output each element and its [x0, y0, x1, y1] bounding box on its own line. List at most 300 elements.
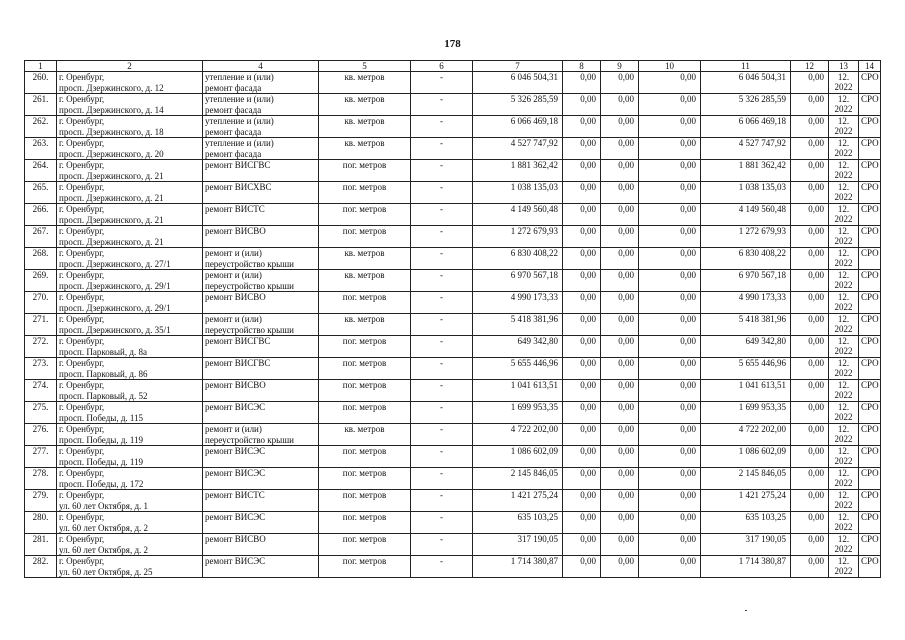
table-row — [25, 270, 881, 292]
deadline-cell — [829, 336, 859, 358]
volume-cell — [411, 556, 473, 578]
volume-cell — [411, 468, 473, 490]
row-number-line: 279. — [32, 490, 49, 500]
table-row — [25, 248, 881, 270]
volume-cell-line: - — [440, 94, 443, 104]
table-row — [25, 424, 881, 446]
fund-cell-line: 0,00 — [680, 358, 696, 368]
work-type-cell — [203, 94, 319, 116]
fund-cell-line: 0,00 — [808, 358, 824, 368]
unit-cell — [319, 380, 411, 402]
deadline-cell-line: 2022 — [834, 192, 853, 202]
deadline-cell-line: 12. — [837, 336, 850, 346]
fund-cell-line: 0,00 — [680, 292, 696, 302]
row-number — [25, 160, 57, 182]
unit-cell — [319, 314, 411, 336]
fund-cell — [563, 358, 601, 380]
fund-cell-line: 0,00 — [580, 204, 596, 214]
deadline-cell — [829, 116, 859, 138]
fund-cell — [601, 380, 639, 402]
fund-cell — [563, 556, 601, 578]
address-cell-line: просп. Парковый, д. 86 — [59, 368, 148, 379]
fund-cell — [563, 204, 601, 226]
fund-cell-line: 0,00 — [808, 314, 824, 324]
deadline-cell-line: 2022 — [834, 434, 853, 444]
row-number — [25, 94, 57, 116]
col-header: 14 — [859, 61, 881, 72]
fund-cell — [639, 204, 701, 226]
address-cell-line: просп. Дзержинского, д. 21 — [59, 236, 164, 247]
row-number-line: 281. — [32, 534, 49, 544]
row-number — [25, 270, 57, 292]
deadline-cell-line: 2022 — [834, 456, 853, 466]
owner-funds-cell-line: 5 326 285,59 — [738, 94, 786, 104]
fund-cell-line: 0,00 — [580, 292, 596, 302]
unit-cell — [319, 402, 411, 424]
owner-funds-cell — [701, 72, 791, 94]
deadline-cell-line: 2022 — [834, 522, 853, 532]
volume-cell — [411, 160, 473, 182]
source-cell — [859, 226, 881, 248]
fund-cell — [601, 314, 639, 336]
source-cell-line: СРО — [861, 94, 879, 104]
col-header: 13 — [829, 61, 859, 72]
work-type-cell — [203, 138, 319, 160]
work-type-cell-line: утепление и (или) — [205, 94, 274, 104]
deadline-cell-line: 12. — [837, 468, 850, 478]
total-cost-cell-line: 5 326 285,59 — [510, 94, 558, 104]
table-row — [25, 138, 881, 160]
deadline-cell-line: 12. — [837, 446, 850, 456]
row-number-line: 265. — [32, 182, 49, 192]
total-cost-cell — [473, 534, 563, 556]
address-cell-line: г. Оренбург, — [59, 556, 105, 566]
fund-cell — [791, 160, 829, 182]
fund-cell-line: 0,00 — [618, 94, 634, 104]
fund-cell — [791, 116, 829, 138]
address-cell-line: г. Оренбург, — [59, 270, 105, 280]
fund-cell-line: 0,00 — [680, 270, 696, 280]
fund-cell-line: 0,00 — [580, 512, 596, 522]
deadline-cell — [829, 248, 859, 270]
fund-cell-line: 0,00 — [680, 490, 696, 500]
deadline-cell — [829, 380, 859, 402]
volume-cell — [411, 182, 473, 204]
total-cost-cell-line: 4 149 560,48 — [510, 204, 558, 214]
fund-cell-line: 0,00 — [680, 468, 696, 478]
total-cost-cell-line: 1 041 613,51 — [510, 380, 558, 390]
address-cell — [57, 204, 203, 226]
fund-cell-line: 0,00 — [618, 556, 634, 566]
fund-cell-line: 0,00 — [618, 490, 634, 500]
address-cell-line: г. Оренбург, — [59, 116, 105, 126]
fund-cell-line: 0,00 — [580, 336, 596, 346]
deadline-cell-line: 12. — [837, 314, 850, 324]
owner-funds-cell-line: 6 970 567,18 — [738, 270, 786, 280]
unit-cell — [319, 138, 411, 160]
deadline-cell-line: 2022 — [834, 214, 853, 224]
source-cell-line: СРО — [861, 468, 879, 478]
unit-cell — [319, 204, 411, 226]
source-cell — [859, 556, 881, 578]
work-type-cell — [203, 490, 319, 512]
fund-cell — [639, 292, 701, 314]
fund-cell-line: 0,00 — [618, 204, 634, 214]
total-cost-cell — [473, 402, 563, 424]
work-type-cell-line: утепление и (или) — [205, 116, 274, 126]
work-type-cell-line: ремонт фасада — [205, 82, 262, 93]
table-row — [25, 182, 881, 204]
fund-cell-line: 0,00 — [680, 512, 696, 522]
address-cell-line: г. Оренбург, — [59, 160, 105, 170]
work-type-cell-line: ремонт фасада — [205, 104, 262, 115]
volume-cell — [411, 116, 473, 138]
owner-funds-cell-line: 6 066 469,18 — [738, 116, 786, 126]
fund-cell — [563, 468, 601, 490]
fund-cell — [563, 270, 601, 292]
volume-cell — [411, 424, 473, 446]
volume-cell-line: - — [440, 270, 443, 280]
total-cost-cell — [473, 292, 563, 314]
fund-cell — [791, 94, 829, 116]
unit-cell-line: пог. метров — [342, 534, 387, 544]
address-cell-line: просп. Дзержинского, д. 21 — [59, 214, 164, 225]
address-cell — [57, 292, 203, 314]
owner-funds-cell — [701, 182, 791, 204]
source-cell — [859, 468, 881, 490]
fund-cell-line: 0,00 — [680, 402, 696, 412]
row-number-line: 278. — [32, 468, 49, 478]
address-cell-line: просп. Парковый, д. 52 — [59, 390, 148, 401]
volume-cell — [411, 204, 473, 226]
fund-cell — [563, 314, 601, 336]
total-cost-cell — [473, 182, 563, 204]
source-cell-line: СРО — [861, 446, 879, 456]
deadline-cell-line: 2022 — [834, 82, 853, 92]
fund-cell — [601, 490, 639, 512]
row-number — [25, 446, 57, 468]
address-cell-line: просп. Дзержинского, д. 29/1 — [59, 280, 171, 291]
row-number — [25, 72, 57, 94]
work-type-cell-line: ремонт ВИСГВС — [205, 336, 271, 346]
work-type-cell-line: переустройство крыши — [205, 434, 294, 445]
total-cost-cell — [473, 270, 563, 292]
volume-cell-line: - — [440, 248, 443, 258]
source-cell-line: СРО — [861, 292, 879, 302]
deadline-cell — [829, 226, 859, 248]
fund-cell — [563, 226, 601, 248]
deadline-cell-line: 2022 — [834, 390, 853, 400]
deadline-cell-line: 12. — [837, 270, 850, 280]
address-cell — [57, 138, 203, 160]
fund-cell — [601, 270, 639, 292]
row-number — [25, 380, 57, 402]
fund-cell — [563, 424, 601, 446]
col-header: 2 — [57, 61, 203, 72]
owner-funds-cell — [701, 490, 791, 512]
deadline-cell-line: 12. — [837, 556, 850, 566]
fund-cell-line: 0,00 — [618, 402, 634, 412]
work-type-cell-line: ремонт фасада — [205, 126, 262, 137]
source-cell — [859, 490, 881, 512]
work-type-cell-line: ремонт фасада — [205, 148, 262, 159]
fund-cell — [601, 160, 639, 182]
table-row — [25, 534, 881, 556]
address-cell-line: ул. 60 лет Октября, д. 2 — [59, 522, 149, 533]
fund-cell — [791, 182, 829, 204]
row-number — [25, 358, 57, 380]
fund-cell-line: 0,00 — [580, 248, 596, 258]
source-cell — [859, 116, 881, 138]
deadline-cell — [829, 534, 859, 556]
volume-cell-line: - — [440, 138, 443, 148]
unit-cell-line: пог. метров — [342, 380, 387, 390]
total-cost-cell-line: 1 421 275,24 — [510, 490, 558, 500]
col-header: 10 — [639, 61, 701, 72]
fund-cell — [791, 534, 829, 556]
fund-cell-line: 0,00 — [580, 556, 596, 566]
deadline-cell — [829, 94, 859, 116]
volume-cell-line: - — [440, 336, 443, 346]
fund-cell — [563, 380, 601, 402]
address-cell — [57, 424, 203, 446]
deadline-cell — [829, 468, 859, 490]
row-number — [25, 336, 57, 358]
total-cost-cell-line: 4 527 747,92 — [510, 138, 558, 148]
fund-cell — [791, 446, 829, 468]
work-type-cell — [203, 248, 319, 270]
address-cell — [57, 468, 203, 490]
source-cell — [859, 292, 881, 314]
unit-cell-line: пог. метров — [342, 512, 387, 522]
fund-cell-line: 0,00 — [808, 72, 824, 82]
work-type-cell-line: ремонт ВИСГВС — [205, 358, 271, 368]
address-cell — [57, 226, 203, 248]
deadline-cell-line: 12. — [837, 358, 850, 368]
work-type-cell — [203, 72, 319, 94]
volume-cell — [411, 336, 473, 358]
fund-cell — [791, 314, 829, 336]
address-cell-line: просп. Победы, д. 119 — [59, 434, 144, 445]
address-cell-line: г. Оренбург, — [59, 248, 105, 258]
address-cell-line: г. Оренбург, — [59, 534, 105, 544]
address-cell-line: просп. Дзержинского, д. 18 — [59, 126, 164, 137]
address-cell — [57, 248, 203, 270]
fund-cell-line: 0,00 — [680, 380, 696, 390]
unit-cell — [319, 292, 411, 314]
total-cost-cell — [473, 248, 563, 270]
address-cell — [57, 490, 203, 512]
source-cell — [859, 160, 881, 182]
fund-cell-line: 0,00 — [680, 446, 696, 456]
scan-mark — [745, 610, 747, 611]
owner-funds-cell — [701, 380, 791, 402]
deadline-cell — [829, 512, 859, 534]
address-cell — [57, 182, 203, 204]
unit-cell-line: пог. метров — [342, 204, 387, 214]
table-row — [25, 336, 881, 358]
fund-cell-line: 0,00 — [808, 138, 824, 148]
fund-cell — [601, 446, 639, 468]
address-cell — [57, 556, 203, 578]
fund-cell-line: 0,00 — [808, 446, 824, 456]
owner-funds-cell — [701, 292, 791, 314]
owner-funds-cell — [701, 556, 791, 578]
fund-cell — [639, 182, 701, 204]
volume-cell-line: - — [440, 226, 443, 236]
total-cost-cell-line: 1 881 362,42 — [510, 160, 558, 170]
fund-cell-line: 0,00 — [580, 116, 596, 126]
fund-cell — [563, 446, 601, 468]
fund-cell — [639, 468, 701, 490]
unit-cell-line: кв. метров — [344, 270, 385, 280]
fund-cell-line: 0,00 — [808, 226, 824, 236]
row-number-line: 261. — [32, 94, 49, 104]
fund-cell-line: 0,00 — [580, 226, 596, 236]
row-number — [25, 424, 57, 446]
source-cell-line: СРО — [861, 160, 879, 170]
address-cell-line: г. Оренбург, — [59, 380, 105, 390]
volume-cell — [411, 138, 473, 160]
unit-cell-line: пог. метров — [342, 556, 387, 566]
row-number — [25, 402, 57, 424]
deadline-cell — [829, 490, 859, 512]
volume-cell — [411, 402, 473, 424]
work-type-cell-line: ремонт ВИСВО — [205, 292, 266, 302]
source-cell-line: СРО — [861, 72, 879, 82]
volume-cell — [411, 226, 473, 248]
total-cost-cell-line: 6 066 469,18 — [510, 116, 558, 126]
fund-cell — [791, 556, 829, 578]
fund-cell — [791, 490, 829, 512]
row-number — [25, 314, 57, 336]
source-cell — [859, 402, 881, 424]
total-cost-cell-line: 6 046 504,31 — [510, 72, 558, 82]
unit-cell-line: пог. метров — [342, 336, 387, 346]
address-cell-line: г. Оренбург, — [59, 424, 105, 434]
deadline-cell — [829, 358, 859, 380]
header-row — [25, 61, 881, 72]
fund-cell-line: 0,00 — [808, 402, 824, 412]
address-cell — [57, 72, 203, 94]
unit-cell — [319, 248, 411, 270]
source-cell-line: СРО — [861, 358, 879, 368]
owner-funds-cell — [701, 204, 791, 226]
fund-cell-line: 0,00 — [618, 336, 634, 346]
total-cost-cell-line: 6 830 408,22 — [510, 248, 558, 258]
fund-cell — [639, 402, 701, 424]
fund-cell-line: 0,00 — [680, 116, 696, 126]
col-header: 11 — [701, 61, 791, 72]
work-type-cell-line: переустройство крыши — [205, 280, 294, 291]
table-row — [25, 358, 881, 380]
source-cell-line: СРО — [861, 314, 879, 324]
owner-funds-cell-line: 6 046 504,31 — [738, 72, 786, 82]
volume-cell-line: - — [440, 292, 443, 302]
row-number — [25, 292, 57, 314]
volume-cell — [411, 512, 473, 534]
fund-cell — [791, 468, 829, 490]
total-cost-cell-line: 1 086 602,09 — [510, 446, 558, 456]
work-type-cell — [203, 226, 319, 248]
address-cell-line: просп. Дзержинского, д. 35/1 — [59, 324, 171, 335]
total-cost-cell — [473, 490, 563, 512]
work-type-cell-line: ремонт и (или) — [205, 270, 262, 280]
volume-cell-line: - — [440, 468, 443, 478]
total-cost-cell — [473, 512, 563, 534]
col-header: 1 — [25, 61, 57, 72]
table-row — [25, 556, 881, 578]
owner-funds-cell-line: 1 272 679,93 — [738, 226, 786, 236]
volume-cell-line: - — [440, 314, 443, 324]
owner-funds-cell-line: 317 190,05 — [745, 534, 786, 544]
address-cell-line: г. Оренбург, — [59, 490, 105, 500]
total-cost-cell — [473, 380, 563, 402]
work-type-cell — [203, 336, 319, 358]
owner-funds-cell-line: 1 714 380,87 — [738, 556, 786, 566]
source-cell-line: СРО — [861, 204, 879, 214]
fund-cell-line: 0,00 — [680, 336, 696, 346]
fund-cell-line: 0,00 — [680, 160, 696, 170]
owner-funds-cell-line: 4 990 173,33 — [738, 292, 786, 302]
total-cost-cell-line: 5 655 446,96 — [510, 358, 558, 368]
row-number-line: 276. — [32, 424, 49, 434]
deadline-cell — [829, 314, 859, 336]
fund-cell-line: 0,00 — [618, 226, 634, 236]
row-number-line: 260. — [32, 72, 49, 82]
address-cell-line: г. Оренбург, — [59, 138, 105, 148]
deadline-cell — [829, 270, 859, 292]
fund-cell — [563, 94, 601, 116]
work-type-cell — [203, 556, 319, 578]
source-cell-line: СРО — [861, 380, 879, 390]
fund-cell-line: 0,00 — [580, 380, 596, 390]
work-type-cell-line: ремонт ВИСЭС — [205, 446, 266, 456]
work-type-cell — [203, 468, 319, 490]
address-cell-line: г. Оренбург, — [59, 72, 105, 82]
fund-cell-line: 0,00 — [680, 204, 696, 214]
fund-cell — [639, 556, 701, 578]
work-type-cell — [203, 270, 319, 292]
fund-cell — [601, 358, 639, 380]
row-number — [25, 248, 57, 270]
work-type-cell-line: ремонт ВИСЭС — [205, 556, 266, 566]
owner-funds-cell — [701, 138, 791, 160]
table-row — [25, 468, 881, 490]
work-type-cell-line: ремонт и (или) — [205, 424, 262, 434]
volume-cell — [411, 446, 473, 468]
fund-cell-line: 0,00 — [618, 248, 634, 258]
work-type-cell — [203, 534, 319, 556]
source-cell-line: СРО — [861, 226, 879, 236]
deadline-cell-line: 12. — [837, 402, 850, 412]
fund-cell — [791, 292, 829, 314]
address-cell-line: просп. Дзержинского, д. 27/1 — [59, 258, 171, 269]
row-number-line: 282. — [32, 556, 49, 566]
fund-cell-line: 0,00 — [808, 380, 824, 390]
fund-cell-line: 0,00 — [808, 490, 824, 500]
address-cell-line: просп. Дзержинского, д. 29/1 — [59, 302, 171, 313]
total-cost-cell — [473, 72, 563, 94]
row-number — [25, 138, 57, 160]
table-row — [25, 380, 881, 402]
deadline-cell-line: 2022 — [834, 500, 853, 510]
total-cost-cell-line: 317 190,05 — [517, 534, 558, 544]
address-cell-line: г. Оренбург, — [59, 182, 105, 192]
total-cost-cell-line: 649 342,80 — [517, 336, 558, 346]
unit-cell — [319, 446, 411, 468]
fund-cell-line: 0,00 — [580, 72, 596, 82]
